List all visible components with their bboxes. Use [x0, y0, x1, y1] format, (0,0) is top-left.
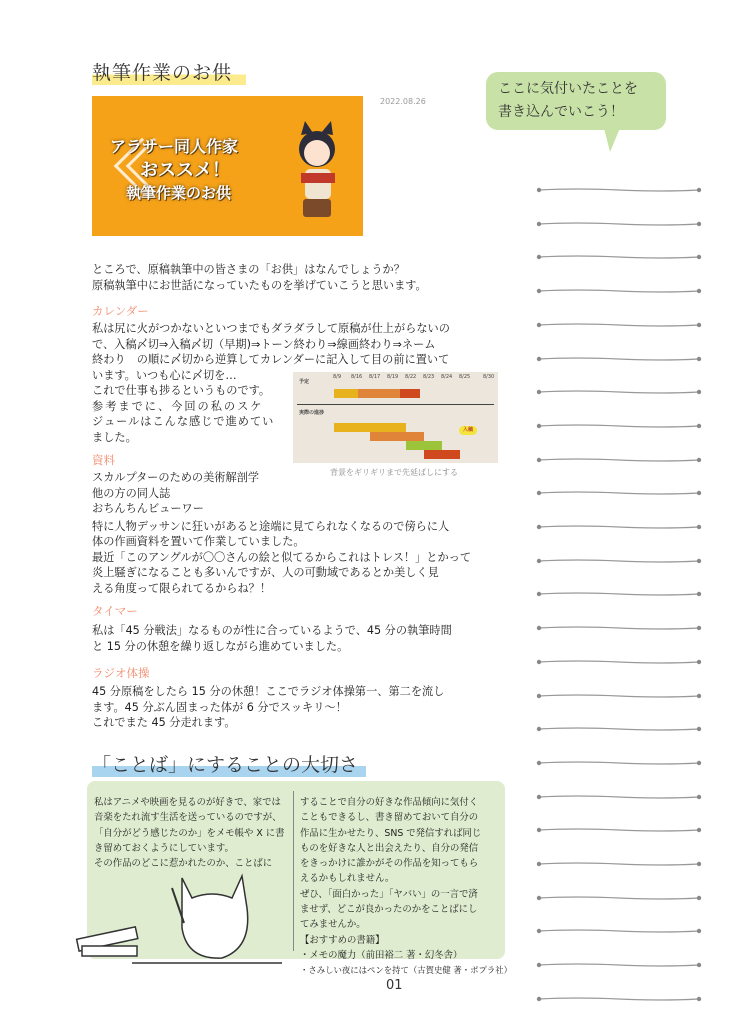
page-number: 01 — [386, 978, 403, 993]
text-line: 最近「このアングルが〇〇さんの絵と似てるからこれはトレス！」とかって — [92, 550, 472, 564]
text-line: これでまた 45 分走れます。 — [92, 716, 236, 729]
text-line: 参考までに、今回の私のスケ — [92, 399, 264, 413]
text-line: ・メモの魔力（前田裕二 著・幻冬舎） — [300, 949, 463, 961]
note-line — [536, 448, 702, 454]
text-line: 作品に生かせたり、SNS で発信すれば同じ — [300, 827, 482, 839]
note-line — [536, 852, 702, 858]
text-line: スカルプターのための美術解剖学 — [92, 471, 260, 484]
note-line — [536, 616, 702, 622]
girl-writing-illustration — [72, 868, 287, 968]
date-tick: 8/9 — [333, 374, 342, 380]
banner-line2: おススメ！ — [140, 160, 230, 181]
text-line: おちんちんビューワー — [92, 502, 204, 515]
date-tick: 8/23 — [423, 374, 435, 380]
divider — [293, 791, 294, 951]
box-left-text — [94, 795, 285, 871]
intro — [92, 262, 504, 293]
note-line — [536, 212, 702, 218]
text-line: ます。45 分ぶん固まった体が 6 分でスッキリ～！ — [92, 700, 347, 714]
bar — [358, 389, 400, 398]
date-tick: 8/25 — [459, 374, 471, 380]
text-line: 他の方の同人誌 — [92, 486, 171, 500]
text-line: これで仕事も捗るというものです。 — [92, 384, 271, 397]
note-line — [536, 818, 702, 824]
text-line: ぜひ、「面白かった」「ヤバい」の一言で済 — [300, 888, 478, 900]
bar — [334, 389, 358, 398]
note-line — [536, 785, 702, 791]
text-line: ませず、どこが良かったのかをことばにし — [300, 904, 478, 916]
section-heading-calendar: カレンダー — [92, 304, 149, 318]
text-line: てみませんか。 — [300, 919, 366, 931]
timer-text — [92, 623, 504, 654]
note-line — [536, 414, 702, 420]
text-line: こともできるし、書き留めておいて自分の — [300, 812, 479, 824]
materials-text — [92, 470, 504, 596]
date-tick: 8/19 — [387, 374, 399, 380]
character-illustration — [287, 121, 352, 226]
note-line — [536, 751, 702, 757]
date-tick: 8/22 — [405, 374, 417, 380]
schedule-chart — [293, 372, 498, 463]
note-line — [536, 919, 702, 925]
note-line — [536, 582, 702, 588]
bubble-line2: 書き込んでいこう！ — [498, 104, 624, 120]
text-line: 音楽をたれ流す生活を送っているのですが、 — [94, 812, 282, 824]
note-line — [536, 886, 702, 892]
text-line: えるかもしれません。 — [300, 873, 395, 885]
text-line: ました。 — [92, 430, 137, 444]
text-line: 私は尻に火がつかないといつまでもダラダラして原稿が仕上がらないの — [92, 322, 450, 335]
section-heading-materials: 資料 — [92, 453, 115, 467]
banner-line1: アラサー同人作家 — [110, 137, 239, 156]
text-line: います。いつも心に〆切を… — [92, 368, 237, 382]
note-line — [536, 313, 702, 319]
text-line: その作品のどこに惹かれたのか、ことばに — [94, 858, 273, 870]
text-line: 【おすすめの書籍】 — [300, 934, 385, 946]
row-label: 予定 — [299, 379, 310, 385]
note-line — [536, 549, 702, 555]
note-line — [536, 380, 702, 386]
bar — [370, 432, 424, 441]
note-line — [536, 684, 702, 690]
date: 2022.08.26 — [380, 97, 426, 106]
note-bubble — [486, 72, 666, 130]
note-line — [536, 987, 702, 993]
intro-line: 原稿執筆中にお世話になっていたものを挙げていこうと思います。 — [92, 278, 427, 292]
section-heading-radio: ラジオ体操 — [92, 666, 150, 680]
row-label: 実際の進捗 — [299, 410, 325, 416]
note-line — [536, 717, 702, 723]
text-line: 体の作画資料を置いて作業していました。 — [92, 535, 305, 548]
note-line — [536, 279, 702, 285]
text-line: で、入稿〆切⇒入稿〆切（早期)⇒トーン終わり⇒線画終わり⇒ネーム — [92, 337, 436, 351]
box-right-text — [300, 795, 512, 979]
note-line — [536, 650, 702, 656]
text-line: 特に人物デッサンに狂いがあると途端に見てられなくなるので傍らに人 — [92, 519, 450, 533]
intro-line: ところで、原稿執筆中の皆さまの「お供」はなんでしょうか？ — [92, 263, 405, 276]
note-line — [536, 347, 702, 353]
date-tick: 8/17 — [369, 374, 381, 380]
text-line: き留めておくようにしています。 — [94, 842, 234, 854]
note-line — [536, 178, 702, 184]
note-line — [536, 515, 702, 521]
date-tick: 8/16 — [351, 374, 363, 380]
date-tick: 8/24 — [441, 374, 453, 380]
text-line: える角度って限られてるからね？！ — [92, 581, 272, 595]
section-title-kotoba: 「ことば」にすることの大切さ — [92, 750, 366, 777]
text-line: 私は「45 分戦法」なるものが性に合っているようで、45 分の執筆時間 — [92, 624, 452, 637]
note-line — [536, 245, 702, 251]
text-line: ものを好きな人と出会えたり、自分の発信 — [300, 842, 479, 854]
chart-caption: 背景をギリギリまで先延ばしにする — [330, 468, 458, 477]
text-line: ・さみしい夜にはペンを持て（古賀史健 著・ポプラ社） — [300, 965, 513, 976]
note-line — [536, 481, 702, 487]
banner-image — [92, 96, 363, 236]
bubble-line1: ここに気付いたことを — [498, 81, 638, 97]
text-line: 終わり の順に〆切から逆算してカレンダーに記入して目の前に置いて — [92, 353, 450, 366]
text-line: することで自分の好きな作品傾向に気付く — [300, 797, 479, 808]
text-line: 「自分がどう感じたのか」をメモ帳や X に書 — [94, 827, 285, 839]
text-line: ジュールはこんな感じで進めてい — [92, 415, 275, 428]
date-tick: 8/30 — [483, 374, 495, 380]
page-title: 執筆作業のお供 — [92, 58, 246, 85]
note-line — [536, 953, 702, 959]
text-line: 私はアニメや映画を見るのが好きで、家では — [94, 797, 281, 808]
text-line: 炎上騒ぎになることも多いんですが、人の可動域であるとか美しく見 — [92, 566, 439, 579]
section-heading-timer: タイマー — [92, 604, 138, 618]
bar — [400, 389, 420, 398]
bar — [334, 423, 406, 432]
radio-text — [92, 684, 504, 731]
text-line: をきっかけに誰かがその作品を知ってもら — [300, 858, 479, 870]
text-line: 45 分原稿をしたら 15 分の休憩！ここでラジオ体操第一、第二を流し — [92, 685, 445, 698]
submit-badge: 入稿 — [459, 426, 477, 435]
bar — [406, 441, 442, 450]
text-line: と 15 分の休憩を繰り返しながら進めていました。 — [92, 639, 349, 653]
banner-line3: 執筆作業のお供 — [126, 184, 232, 202]
bar — [424, 450, 460, 459]
